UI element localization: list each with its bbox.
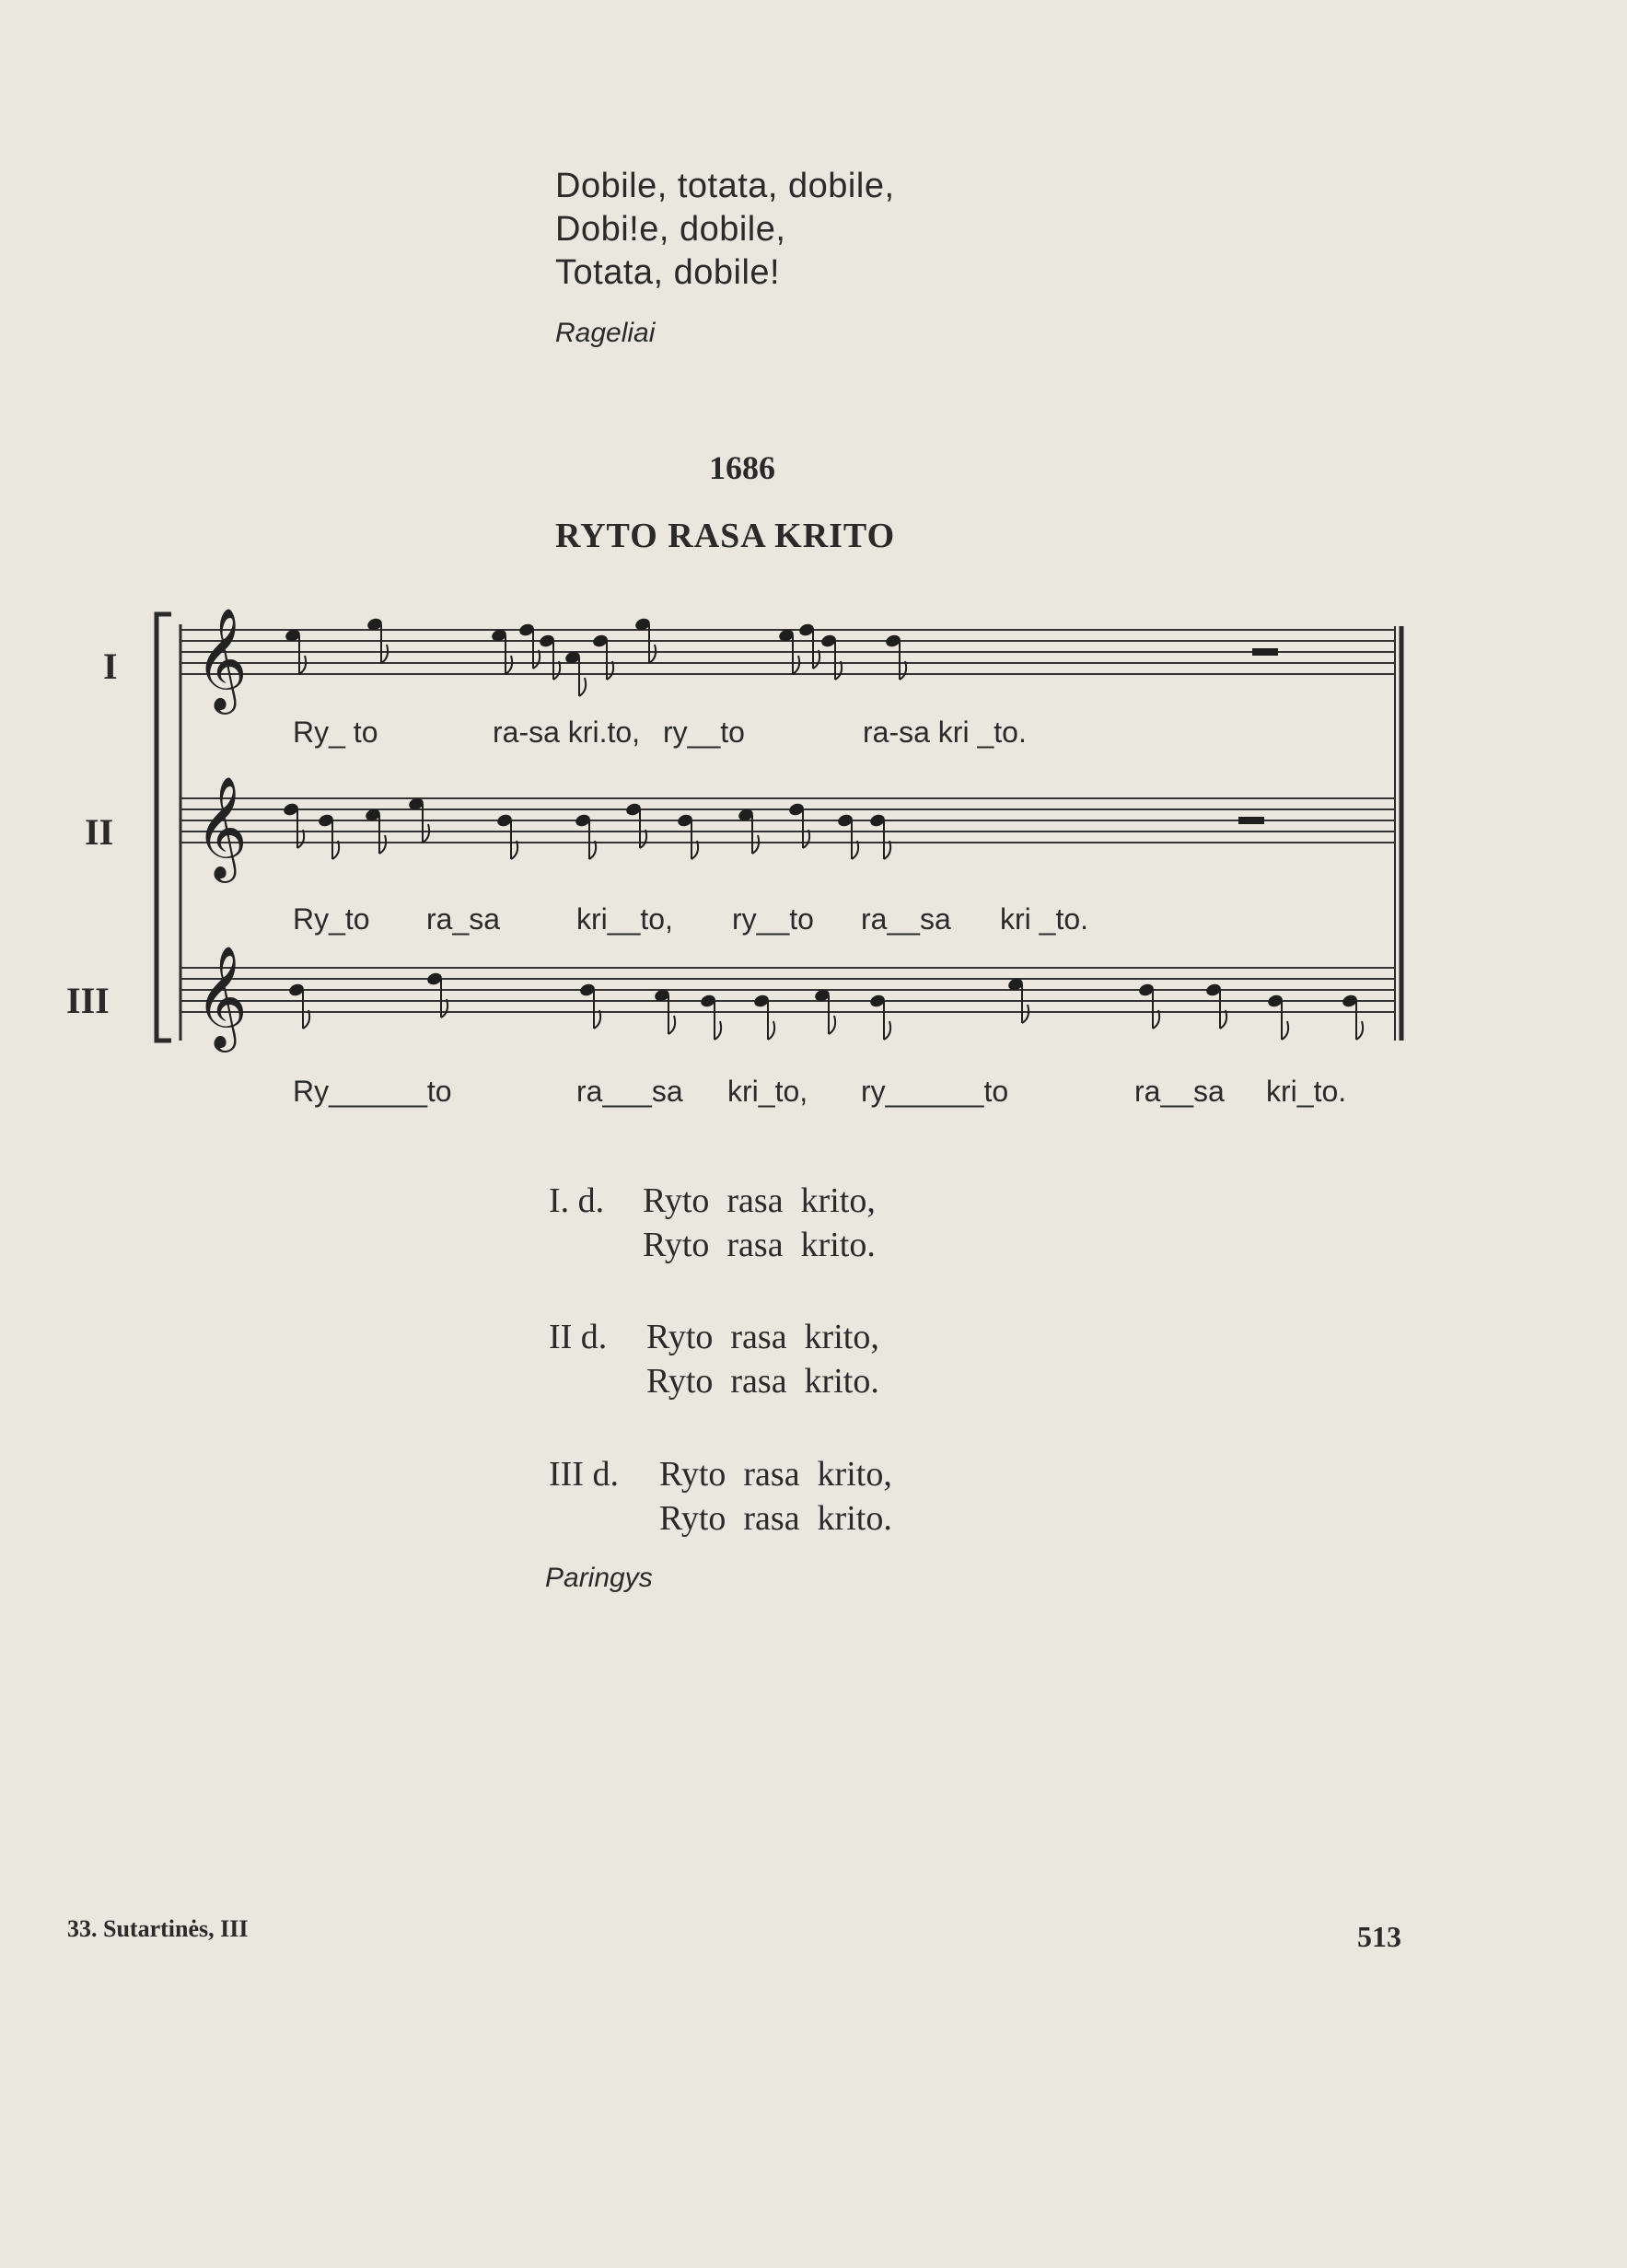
lyric-v3-6: kri_to. bbox=[1266, 1075, 1347, 1108]
rest-1 bbox=[1252, 648, 1278, 656]
lyric-v1-1: Ry_ to bbox=[293, 715, 378, 749]
lyric-v2-3: kri__to, bbox=[576, 902, 673, 936]
text-verse-2-label: II d. bbox=[549, 1318, 608, 1356]
staff-voice-3 bbox=[180, 947, 1395, 1053]
treble-clef-icon: 𝄞 bbox=[195, 948, 248, 1046]
rest-2 bbox=[1238, 817, 1264, 824]
note-v3-4 bbox=[653, 988, 675, 1034]
poem-line-2: Dobi!e, dobile, bbox=[555, 210, 786, 249]
lyric-v2-2: ra_sa bbox=[426, 902, 501, 936]
note-v1-6 bbox=[564, 650, 586, 696]
text-verse-1-line-1: Ryto rasa krito, bbox=[643, 1181, 876, 1220]
lyric-v3-1: Ry______to bbox=[293, 1075, 452, 1108]
staff-voice-1 bbox=[180, 609, 1395, 715]
lyric-v1-2: ra-sa kri.to, bbox=[493, 715, 641, 749]
note-v3-7 bbox=[813, 988, 835, 1034]
lyric-v2-5: ra__sa bbox=[861, 902, 951, 936]
note-v1-9 bbox=[777, 628, 799, 674]
voice-label-1: I bbox=[103, 646, 118, 687]
treble-clef-icon: 𝄞 bbox=[195, 778, 248, 877]
lyric-v2-4: ry__to bbox=[732, 902, 814, 936]
text-verse-2-line-1: Ryto rasa krito, bbox=[646, 1318, 879, 1356]
staff-voice-2 bbox=[180, 777, 1395, 883]
note-v1-2 bbox=[366, 617, 388, 663]
text-verse-2-line-2: Ryto rasa krito. bbox=[646, 1362, 879, 1401]
lyric-v2-6: kri _to. bbox=[1000, 902, 1089, 936]
lyric-v1-3: ry__to bbox=[663, 715, 745, 749]
lyric-v1-4: ra-sa kri _to. bbox=[863, 715, 1027, 749]
note-v3-9 bbox=[1006, 977, 1028, 1023]
text-verse-3-label: III d. bbox=[549, 1455, 619, 1494]
poem-line-1: Dobile, totata, dobile, bbox=[555, 167, 895, 205]
voice-label-2: II bbox=[85, 811, 114, 853]
lyric-v3-2: ra___sa bbox=[576, 1075, 683, 1108]
text-verse-1-line-2: Ryto rasa krito. bbox=[643, 1226, 876, 1264]
voice-label-3: III bbox=[66, 980, 110, 1021]
note-v1-1 bbox=[284, 628, 306, 674]
lyric-v2-1: Ry_to bbox=[293, 902, 370, 936]
text-verse-1-label: I. d. bbox=[549, 1181, 605, 1220]
lyric-v3-4: ry______to bbox=[861, 1075, 1009, 1108]
poem-source: Rageliai bbox=[555, 318, 656, 348]
treble-clef-icon: 𝄞 bbox=[195, 610, 248, 708]
note-v1-3 bbox=[490, 628, 512, 674]
system-bracket bbox=[157, 614, 171, 1041]
lyric-v3-3: kri_to, bbox=[727, 1075, 808, 1108]
note-v2-4 bbox=[407, 797, 429, 843]
note-v2-3 bbox=[364, 808, 386, 854]
song-number: 1686 bbox=[709, 449, 775, 486]
note-v1-8 bbox=[633, 617, 656, 663]
lyric-v3-5: ra__sa bbox=[1134, 1075, 1225, 1108]
poem-line-3: Totata, dobile! bbox=[555, 253, 781, 292]
footer-left: 33. Sutartinės, III bbox=[67, 1915, 249, 1942]
text-verse-3-line-2: Ryto rasa krito. bbox=[659, 1499, 892, 1538]
song-title: RYTO RASA KRITO bbox=[555, 517, 896, 555]
note-v2-9 bbox=[737, 808, 759, 854]
text-verse-3-line-1: Ryto rasa krito, bbox=[659, 1455, 892, 1494]
page-number: 513 bbox=[1357, 1920, 1401, 1953]
source-paringys: Paringys bbox=[545, 1563, 653, 1593]
